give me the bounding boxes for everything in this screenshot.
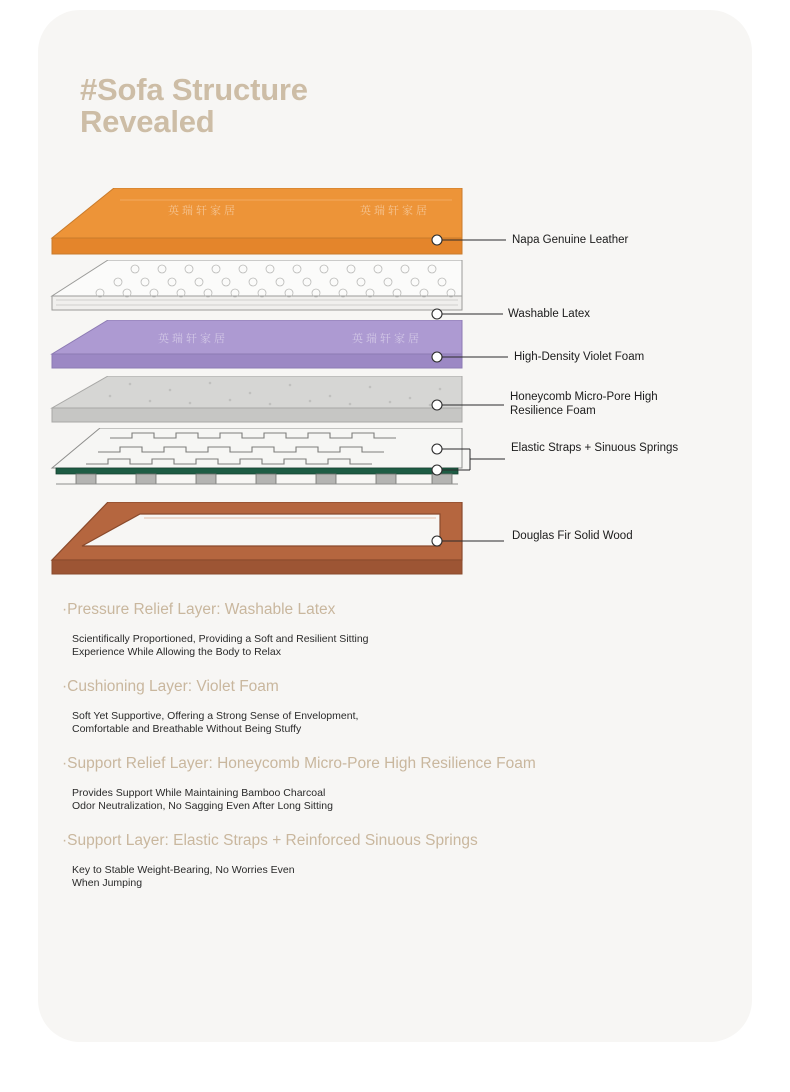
feature-description-line1: Key to Stable Weight-Bearing, No Worries Even — [72, 864, 295, 876]
watermark-leather: 英瑞轩家居 — [168, 205, 238, 217]
watermark-violet-2: 英瑞轩家居 — [352, 333, 422, 345]
page-title-line1: #Sofa Structure — [80, 72, 308, 107]
feature-item — [62, 831, 692, 890]
feature-description-line2: Odor Neutralization, No Sagging Even After Long Sitting — [72, 800, 333, 812]
callout-violet-foam: High-Density Violet Foam — [514, 351, 645, 363]
feature-title: ·Cushioning Layer: Violet Foam — [62, 678, 279, 695]
callout-elastic-straps: Elastic Straps + Sinuous Springs — [511, 442, 679, 454]
feature-item — [62, 600, 692, 659]
callout-solid-wood: Douglas Fir Solid Wood — [512, 530, 633, 542]
feature-title: ·Support Layer: Elastic Straps + Reinforced Sinuous Springs — [62, 832, 478, 849]
feature-description-line1: Provides Support While Maintaining Bamboo Charcoal — [72, 787, 326, 799]
feature-list — [62, 600, 692, 908]
feature-description-line1: Scientifically Proportioned, Providing a Soft and Resilient Sitting — [72, 633, 369, 645]
feature-description — [62, 864, 692, 890]
callout-honeycomb-foam: Honeycomb Micro-Pore High Resilience Foam — [510, 391, 658, 417]
watermark-violet: 英瑞轩家居 — [158, 333, 228, 345]
feature-item — [62, 677, 692, 736]
feature-description-line2: Comfortable and Breathable Without Being Stuffy — [72, 723, 302, 735]
callout-napa-leather: Napa Genuine Leather — [512, 234, 629, 246]
page-title-line2: Revealed — [80, 104, 215, 139]
feature-description-line2: When Jumping — [72, 877, 143, 889]
callout-washable-latex: Washable Latex — [508, 308, 591, 320]
watermark-leather-2: 英瑞轩家居 — [360, 205, 430, 217]
feature-title: ·Pressure Relief Layer: Washable Latex — [62, 601, 336, 618]
feature-description — [62, 787, 692, 813]
feature-item — [62, 754, 692, 813]
feature-description — [62, 710, 692, 736]
feature-title: ·Support Relief Layer: Honeycomb Micro-Pore High Resilience Foam — [62, 755, 536, 772]
feature-description-line2: Experience While Allowing the Body to Relax — [72, 646, 281, 658]
feature-description-line1: Soft Yet Supportive, Offering a Strong Sense of Envelopment, — [72, 710, 359, 722]
feature-description — [62, 633, 692, 659]
